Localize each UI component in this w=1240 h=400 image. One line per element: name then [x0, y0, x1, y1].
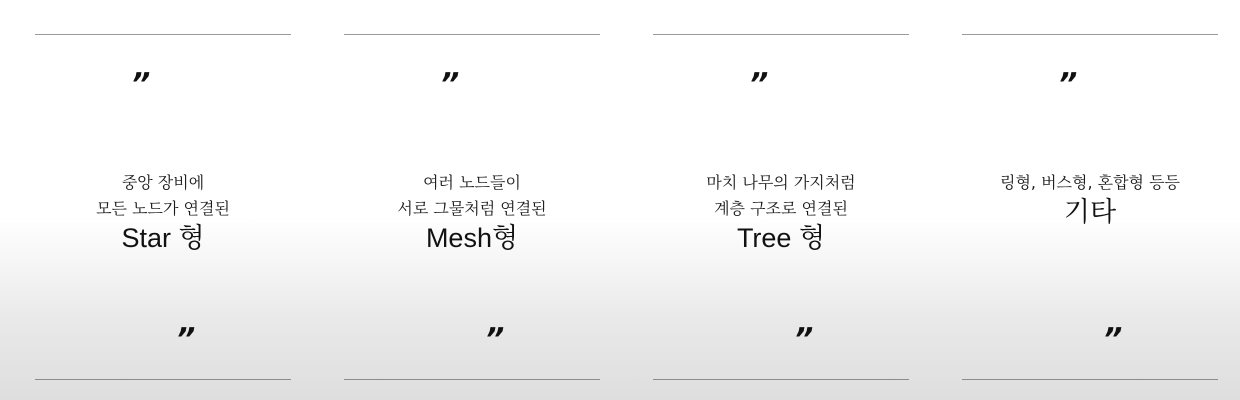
top-divider	[344, 34, 600, 35]
caption	[653, 170, 909, 254]
topology-title: Tree 형	[736, 223, 826, 253]
topology-title: Mesh형	[425, 223, 519, 253]
description-line-1: 마치 나무의 가지처럼	[706, 173, 856, 192]
open-quote-icon: ”	[440, 67, 459, 102]
close-quote-icon: ”	[1103, 322, 1122, 357]
description-line-2: 서로 그물처럼 연결된	[397, 199, 547, 218]
caption	[344, 170, 600, 254]
open-quote-icon: ”	[131, 67, 150, 102]
close-quote-icon: ”	[794, 322, 813, 357]
description-line-2: 모든 노드가 연결된	[96, 199, 230, 218]
top-divider	[962, 34, 1218, 35]
top-divider	[653, 34, 909, 35]
description-line-1: 여러 노드들이	[423, 173, 521, 192]
close-quote-icon: ”	[485, 322, 504, 357]
topology-title: 기타	[1063, 197, 1117, 227]
topology-card-mesh	[344, 0, 600, 400]
description-line-2: 계층 구조로 연결된	[714, 199, 848, 218]
description-line-1: 중앙 장비에	[121, 173, 205, 192]
open-quote-icon: ”	[1058, 67, 1077, 102]
open-quote-icon: ”	[749, 67, 768, 102]
topology-card-tree	[653, 0, 909, 400]
topology-card-other	[962, 0, 1218, 400]
topology-title: Star 형	[121, 223, 205, 253]
top-divider	[35, 34, 291, 35]
bottom-divider	[35, 379, 291, 380]
topology-card-star	[35, 0, 291, 400]
bottom-divider	[962, 379, 1218, 380]
caption	[35, 170, 291, 254]
description-line-1: 링형, 버스형, 혼합형 등등	[1000, 173, 1180, 192]
bottom-divider	[344, 379, 600, 380]
bottom-divider	[653, 379, 909, 380]
close-quote-icon: ”	[176, 322, 195, 357]
caption	[962, 170, 1218, 228]
